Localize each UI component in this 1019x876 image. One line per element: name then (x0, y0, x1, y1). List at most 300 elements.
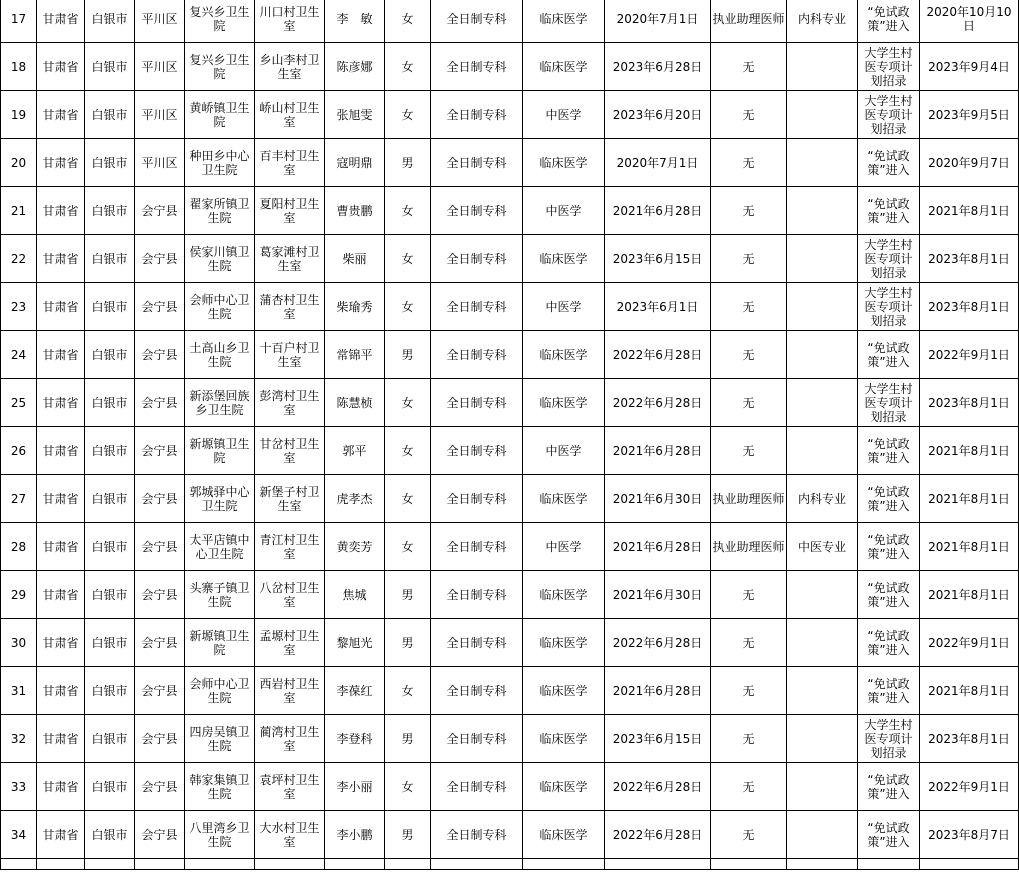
practice-scope-cell (787, 715, 858, 763)
village-clinic-cell: 西岩村卫生室 (255, 667, 325, 715)
recruitment-method-cell: “免试政策”进入 (858, 571, 920, 619)
practice-scope-cell (787, 811, 858, 859)
education-cell: 全日制专科 (431, 379, 523, 427)
graduation-date-cell: 2023年6月1日 (605, 283, 711, 331)
practice-scope-cell (787, 235, 858, 283)
township-hospital-cell: 翟家所镇卫生院 (185, 187, 255, 235)
village-clinic-cell: 蒲杏村卫生室 (255, 283, 325, 331)
township-hospital-cell: 侯家川镇卫生院 (185, 235, 255, 283)
township-hospital-cell (185, 859, 255, 870)
seq-cell: 31 (1, 667, 37, 715)
recruitment-method-cell: 大学生村医专项计划招录 (858, 715, 920, 763)
recruitment-method-cell: 大学生村医专项计划招录 (858, 43, 920, 91)
major-cell: 中医学 (523, 187, 605, 235)
seq-cell: 30 (1, 619, 37, 667)
township-hospital-cell: 土高山乡卫生院 (185, 331, 255, 379)
gender-cell: 男 (385, 619, 431, 667)
county-cell: 平川区 (135, 139, 185, 187)
gender-cell: 女 (385, 475, 431, 523)
village-clinic-cell: 青江村卫生室 (255, 523, 325, 571)
county-cell: 会宁县 (135, 667, 185, 715)
gender-cell: 男 (385, 715, 431, 763)
province-cell: 甘肃省 (37, 571, 85, 619)
graduation-date-cell: 2021年6月30日 (605, 475, 711, 523)
city-cell: 白银市 (85, 619, 135, 667)
start-date-cell: 2023年8月1日 (920, 379, 1019, 427)
seq-cell: 34 (1, 811, 37, 859)
county-cell: 会宁县 (135, 715, 185, 763)
seq-cell: 24 (1, 331, 37, 379)
qualification-cell: 无 (711, 187, 787, 235)
name-cell: 李小鹏 (325, 811, 385, 859)
county-cell (135, 859, 185, 870)
qualification-cell: 无 (711, 331, 787, 379)
village-clinic-cell: 新堡子村卫生室 (255, 475, 325, 523)
start-date-cell: 2021年8月1日 (920, 187, 1019, 235)
recruitment-method-cell: 大学生村医专项计划招录 (858, 283, 920, 331)
gender-cell: 女 (385, 43, 431, 91)
city-cell: 白银市 (85, 379, 135, 427)
graduation-date-cell: 2020年7月1日 (605, 139, 711, 187)
village-clinic-cell: 彭湾村卫生室 (255, 379, 325, 427)
start-date-cell: 2022年9月1日 (920, 331, 1019, 379)
start-date-cell: 2023年8月1日 (920, 715, 1019, 763)
graduation-date-cell: 2022年6月28日 (605, 811, 711, 859)
table-row-partial (1, 859, 1019, 870)
table-row (1, 91, 1019, 139)
province-cell: 甘肃省 (37, 187, 85, 235)
table-row (1, 283, 1019, 331)
education-cell: 全日制专科 (431, 331, 523, 379)
province-cell: 甘肃省 (37, 763, 85, 811)
start-date-cell: 2023年9月5日 (920, 91, 1019, 139)
township-hospital-cell: 太平店镇中心卫生院 (185, 523, 255, 571)
city-cell (85, 859, 135, 870)
graduation-date-cell: 2022年6月28日 (605, 331, 711, 379)
township-hospital-cell: 复兴乡卫生院 (185, 43, 255, 91)
province-cell: 甘肃省 (37, 427, 85, 475)
county-cell: 会宁县 (135, 187, 185, 235)
gender-cell (385, 859, 431, 870)
major-cell: 临床医学 (523, 571, 605, 619)
name-cell: 陈彦娜 (325, 43, 385, 91)
city-cell: 白银市 (85, 235, 135, 283)
start-date-cell: 2023年9月4日 (920, 43, 1019, 91)
county-cell: 会宁县 (135, 427, 185, 475)
city-cell: 白银市 (85, 715, 135, 763)
recruitment-method-cell: “免试政策”进入 (858, 475, 920, 523)
seq-cell: 21 (1, 187, 37, 235)
start-date-cell: 2021年8月1日 (920, 571, 1019, 619)
major-cell: 中医学 (523, 523, 605, 571)
qualification-cell: 无 (711, 667, 787, 715)
practice-scope-cell (787, 331, 858, 379)
qualification-cell (711, 859, 787, 870)
education-cell (431, 859, 523, 870)
table-row (1, 763, 1019, 811)
start-date-cell: 2022年9月1日 (920, 763, 1019, 811)
start-date-cell: 2022年9月1日 (920, 619, 1019, 667)
city-cell: 白银市 (85, 0, 135, 43)
education-cell: 全日制专科 (431, 571, 523, 619)
major-cell: 临床医学 (523, 43, 605, 91)
major-cell: 临床医学 (523, 0, 605, 43)
village-clinic-cell (255, 859, 325, 870)
graduation-date-cell: 2023年6月20日 (605, 91, 711, 139)
township-hospital-cell: 新塬镇卫生院 (185, 619, 255, 667)
name-cell (325, 859, 385, 870)
seq-cell: 33 (1, 763, 37, 811)
name-cell: 寇明鼎 (325, 139, 385, 187)
practice-scope-cell: 中医专业 (787, 523, 858, 571)
education-cell: 全日制专科 (431, 235, 523, 283)
graduation-date-cell: 2022年6月28日 (605, 763, 711, 811)
gender-cell: 女 (385, 763, 431, 811)
seq-cell: 28 (1, 523, 37, 571)
county-cell: 平川区 (135, 0, 185, 43)
name-cell: 黄奕芳 (325, 523, 385, 571)
practice-scope-cell (787, 139, 858, 187)
city-cell: 白银市 (85, 667, 135, 715)
major-cell: 临床医学 (523, 667, 605, 715)
graduation-date-cell: 2021年6月28日 (605, 667, 711, 715)
qualification-cell: 无 (711, 619, 787, 667)
city-cell: 白银市 (85, 427, 135, 475)
city-cell: 白银市 (85, 187, 135, 235)
education-cell: 全日制专科 (431, 619, 523, 667)
table-row (1, 715, 1019, 763)
village-clinic-cell: 乡山李村卫生室 (255, 43, 325, 91)
village-clinic-cell: 葛家滩村卫生室 (255, 235, 325, 283)
city-cell: 白银市 (85, 331, 135, 379)
education-cell: 全日制专科 (431, 523, 523, 571)
start-date-cell (920, 859, 1019, 870)
table-body (1, 0, 1019, 870)
practice-scope-cell (787, 379, 858, 427)
recruitment-method-cell: 大学生村医专项计划招录 (858, 91, 920, 139)
village-clinic-cell: 夏阳村卫生室 (255, 187, 325, 235)
county-cell: 会宁县 (135, 571, 185, 619)
city-cell: 白银市 (85, 43, 135, 91)
major-cell: 临床医学 (523, 331, 605, 379)
name-cell: 李登科 (325, 715, 385, 763)
table-row (1, 619, 1019, 667)
gender-cell: 女 (385, 283, 431, 331)
seq-cell (1, 859, 37, 870)
education-cell: 全日制专科 (431, 475, 523, 523)
name-cell: 柴丽 (325, 235, 385, 283)
major-cell: 临床医学 (523, 763, 605, 811)
township-hospital-cell: 复兴乡卫生院 (185, 0, 255, 43)
practice-scope-cell (787, 91, 858, 139)
major-cell: 临床医学 (523, 715, 605, 763)
province-cell: 甘肃省 (37, 235, 85, 283)
township-hospital-cell: 黄峤镇卫生院 (185, 91, 255, 139)
province-cell: 甘肃省 (37, 715, 85, 763)
village-clinic-cell: 十百户村卫生室 (255, 331, 325, 379)
name-cell: 黎旭光 (325, 619, 385, 667)
practice-scope-cell (787, 43, 858, 91)
seq-cell: 20 (1, 139, 37, 187)
name-cell: 曹贵鹏 (325, 187, 385, 235)
province-cell: 甘肃省 (37, 523, 85, 571)
education-cell: 全日制专科 (431, 667, 523, 715)
seq-cell: 23 (1, 283, 37, 331)
seq-cell: 25 (1, 379, 37, 427)
major-cell: 中医学 (523, 283, 605, 331)
graduation-date-cell: 2022年6月28日 (605, 619, 711, 667)
recruitment-method-cell: “免试政策”进入 (858, 187, 920, 235)
practice-scope-cell (787, 427, 858, 475)
name-cell: 常锦平 (325, 331, 385, 379)
city-cell: 白银市 (85, 475, 135, 523)
graduation-date-cell: 2020年7月1日 (605, 0, 711, 43)
qualification-cell: 执业助理医师 (711, 523, 787, 571)
table-row (1, 235, 1019, 283)
county-cell: 会宁县 (135, 475, 185, 523)
village-clinic-cell: 大水村卫生室 (255, 811, 325, 859)
province-cell: 甘肃省 (37, 283, 85, 331)
start-date-cell: 2020年9月7日 (920, 139, 1019, 187)
practice-scope-cell (787, 859, 858, 870)
province-cell: 甘肃省 (37, 331, 85, 379)
province-cell: 甘肃省 (37, 379, 85, 427)
graduation-date-cell: 2021年6月30日 (605, 571, 711, 619)
township-hospital-cell: 新塬镇卫生院 (185, 427, 255, 475)
qualification-cell: 无 (711, 571, 787, 619)
county-cell: 会宁县 (135, 763, 185, 811)
table-row (1, 379, 1019, 427)
gender-cell: 女 (385, 235, 431, 283)
start-date-cell: 2023年8月7日 (920, 811, 1019, 859)
education-cell: 全日制专科 (431, 91, 523, 139)
major-cell (523, 859, 605, 870)
practice-scope-cell (787, 283, 858, 331)
county-cell: 会宁县 (135, 235, 185, 283)
township-hospital-cell: 韩家集镇卫生院 (185, 763, 255, 811)
table-row (1, 475, 1019, 523)
qualification-cell: 无 (711, 139, 787, 187)
education-cell: 全日制专科 (431, 763, 523, 811)
township-hospital-cell: 会师中心卫生院 (185, 283, 255, 331)
gender-cell: 女 (385, 667, 431, 715)
education-cell: 全日制专科 (431, 811, 523, 859)
county-cell: 会宁县 (135, 811, 185, 859)
recruitment-method-cell: “免试政策”进入 (858, 427, 920, 475)
start-date-cell: 2023年8月1日 (920, 235, 1019, 283)
city-cell: 白银市 (85, 91, 135, 139)
village-clinic-cell: 蔺湾村卫生室 (255, 715, 325, 763)
practice-scope-cell (787, 619, 858, 667)
township-hospital-cell: 头寨子镇卫生院 (185, 571, 255, 619)
recruitment-method-cell: “免试政策”进入 (858, 0, 920, 43)
gender-cell: 男 (385, 139, 431, 187)
city-cell: 白银市 (85, 571, 135, 619)
table-row (1, 187, 1019, 235)
major-cell: 临床医学 (523, 139, 605, 187)
name-cell: 李 敏 (325, 0, 385, 43)
start-date-cell: 2021年8月1日 (920, 475, 1019, 523)
graduation-date-cell (605, 859, 711, 870)
recruitment-method-cell: “免试政策”进入 (858, 667, 920, 715)
major-cell: 临床医学 (523, 811, 605, 859)
qualification-cell: 无 (711, 715, 787, 763)
start-date-cell: 2023年8月1日 (920, 283, 1019, 331)
start-date-cell: 2021年8月1日 (920, 667, 1019, 715)
recruitment-method-cell: “免试政策”进入 (858, 139, 920, 187)
county-cell: 会宁县 (135, 379, 185, 427)
table-row (1, 811, 1019, 859)
recruitment-method-cell: 大学生村医专项计划招录 (858, 379, 920, 427)
graduation-date-cell: 2023年6月15日 (605, 235, 711, 283)
province-cell: 甘肃省 (37, 475, 85, 523)
village-clinic-cell: 甘岔村卫生室 (255, 427, 325, 475)
seq-cell: 32 (1, 715, 37, 763)
education-cell: 全日制专科 (431, 715, 523, 763)
gender-cell: 女 (385, 523, 431, 571)
county-cell: 会宁县 (135, 523, 185, 571)
county-cell: 会宁县 (135, 331, 185, 379)
village-clinic-cell: 川口村卫生室 (255, 0, 325, 43)
gender-cell: 男 (385, 811, 431, 859)
qualification-cell: 无 (711, 427, 787, 475)
table-row (1, 523, 1019, 571)
gender-cell: 男 (385, 571, 431, 619)
major-cell: 临床医学 (523, 619, 605, 667)
practice-scope-cell (787, 187, 858, 235)
gender-cell: 女 (385, 91, 431, 139)
seq-cell: 26 (1, 427, 37, 475)
start-date-cell: 2021年8月1日 (920, 427, 1019, 475)
seq-cell: 29 (1, 571, 37, 619)
name-cell: 虎孝杰 (325, 475, 385, 523)
qualification-cell: 执业助理医师 (711, 475, 787, 523)
qualification-cell: 无 (711, 763, 787, 811)
province-cell: 甘肃省 (37, 91, 85, 139)
practice-scope-cell (787, 763, 858, 811)
graduation-date-cell: 2021年6月28日 (605, 427, 711, 475)
city-cell: 白银市 (85, 763, 135, 811)
county-cell: 平川区 (135, 91, 185, 139)
name-cell: 焦城 (325, 571, 385, 619)
table-row (1, 43, 1019, 91)
practice-scope-cell (787, 571, 858, 619)
major-cell: 中医学 (523, 427, 605, 475)
education-cell: 全日制专科 (431, 43, 523, 91)
name-cell: 柴瑜秀 (325, 283, 385, 331)
recruitment-method-cell: “免试政策”进入 (858, 763, 920, 811)
township-hospital-cell: 种田乡中心卫生院 (185, 139, 255, 187)
education-cell: 全日制专科 (431, 0, 523, 43)
qualification-cell: 无 (711, 43, 787, 91)
province-cell: 甘肃省 (37, 43, 85, 91)
province-cell: 甘肃省 (37, 0, 85, 43)
gender-cell: 女 (385, 379, 431, 427)
province-cell (37, 859, 85, 870)
village-clinic-cell: 峤山村卫生室 (255, 91, 325, 139)
table-row (1, 139, 1019, 187)
graduation-date-cell: 2023年6月15日 (605, 715, 711, 763)
major-cell: 中医学 (523, 91, 605, 139)
qualification-cell: 无 (711, 91, 787, 139)
table-row (1, 667, 1019, 715)
table-row (1, 427, 1019, 475)
major-cell: 临床医学 (523, 235, 605, 283)
education-cell: 全日制专科 (431, 283, 523, 331)
practice-scope-cell: 内科专业 (787, 475, 858, 523)
graduation-date-cell: 2022年6月28日 (605, 379, 711, 427)
township-hospital-cell: 新添堡回族乡卫生院 (185, 379, 255, 427)
township-hospital-cell: 郭城驿中心卫生院 (185, 475, 255, 523)
practice-scope-cell: 内科专业 (787, 0, 858, 43)
gender-cell: 女 (385, 0, 431, 43)
recruitment-method-cell (858, 859, 920, 870)
village-clinic-cell: 袁坪村卫生室 (255, 763, 325, 811)
seq-cell: 19 (1, 91, 37, 139)
city-cell: 白银市 (85, 523, 135, 571)
major-cell: 临床医学 (523, 475, 605, 523)
township-hospital-cell: 会师中心卫生院 (185, 667, 255, 715)
gender-cell: 女 (385, 427, 431, 475)
county-cell: 会宁县 (135, 283, 185, 331)
city-cell: 白银市 (85, 283, 135, 331)
recruitment-method-cell: 大学生村医专项计划招录 (858, 235, 920, 283)
village-clinic-cell: 孟塬村卫生室 (255, 619, 325, 667)
graduation-date-cell: 2021年6月28日 (605, 523, 711, 571)
education-cell: 全日制专科 (431, 427, 523, 475)
gender-cell: 女 (385, 187, 431, 235)
seq-cell: 27 (1, 475, 37, 523)
seq-cell: 17 (1, 0, 37, 43)
qualification-cell: 无 (711, 379, 787, 427)
village-clinic-cell: 百丰村卫生室 (255, 139, 325, 187)
start-date-cell: 2021年8月1日 (920, 523, 1019, 571)
province-cell: 甘肃省 (37, 619, 85, 667)
recruitment-method-cell: “免试政策”进入 (858, 523, 920, 571)
graduation-date-cell: 2023年6月28日 (605, 43, 711, 91)
county-cell: 平川区 (135, 43, 185, 91)
city-cell: 白银市 (85, 139, 135, 187)
graduation-date-cell: 2021年6月28日 (605, 187, 711, 235)
major-cell: 临床医学 (523, 379, 605, 427)
practice-scope-cell (787, 667, 858, 715)
province-cell: 甘肃省 (37, 667, 85, 715)
recruitment-method-cell: “免试政策”进入 (858, 619, 920, 667)
start-date-cell: 2020年10月10日 (920, 0, 1019, 43)
name-cell: 李小丽 (325, 763, 385, 811)
seq-cell: 18 (1, 43, 37, 91)
qualification-cell: 无 (711, 235, 787, 283)
qualification-cell: 执业助理医师 (711, 0, 787, 43)
city-cell: 白银市 (85, 811, 135, 859)
province-cell: 甘肃省 (37, 139, 85, 187)
recruitment-method-cell: “免试政策”进入 (858, 811, 920, 859)
qualification-cell: 无 (711, 811, 787, 859)
township-hospital-cell: 四房吴镇卫生院 (185, 715, 255, 763)
table-row (1, 571, 1019, 619)
gender-cell: 男 (385, 331, 431, 379)
name-cell: 李葆红 (325, 667, 385, 715)
recruitment-method-cell: “免试政策”进入 (858, 331, 920, 379)
education-cell: 全日制专科 (431, 139, 523, 187)
name-cell: 张旭雯 (325, 91, 385, 139)
table-row (1, 331, 1019, 379)
province-cell: 甘肃省 (37, 811, 85, 859)
name-cell: 陈慧桢 (325, 379, 385, 427)
name-cell: 郭平 (325, 427, 385, 475)
education-cell: 全日制专科 (431, 187, 523, 235)
township-hospital-cell: 八里湾乡卫生院 (185, 811, 255, 859)
